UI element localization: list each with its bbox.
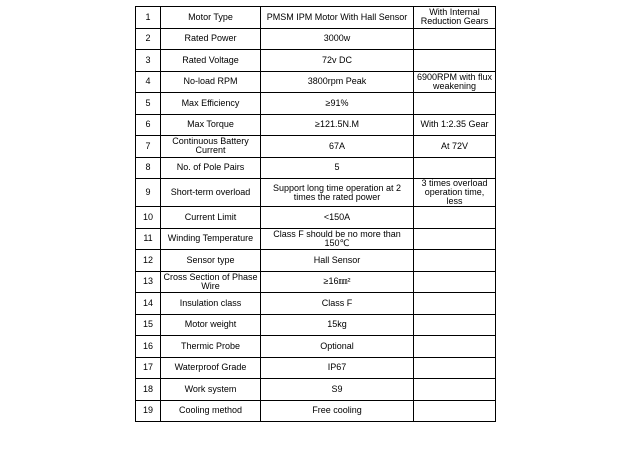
parameter-value-cell: ≥121.5N.M — [261, 114, 414, 136]
spec-table-body — [136, 7, 496, 422]
parameter-name-cell: No-load RPM — [161, 71, 261, 93]
parameter-name-cell: Waterproof Grade — [161, 357, 261, 379]
row-number-cell: 4 — [136, 71, 161, 93]
remark-cell — [414, 336, 496, 358]
parameter-name-cell: Sensor type — [161, 250, 261, 272]
remark-cell — [414, 28, 496, 50]
table-row — [136, 50, 496, 72]
row-number-cell: 15 — [136, 314, 161, 336]
parameter-value-cell: Class F — [261, 293, 414, 315]
parameter-name-cell: Work system — [161, 379, 261, 401]
parameter-value-cell: 5 — [261, 157, 414, 179]
remark-cell: With 1:2.35 Gear — [414, 114, 496, 136]
table-row — [136, 71, 496, 93]
table-row — [136, 336, 496, 358]
row-number-cell: 11 — [136, 228, 161, 250]
table-row — [136, 114, 496, 136]
parameter-name-cell: Insulation class — [161, 293, 261, 315]
remark-cell: 3 times overload operation time, less — [414, 179, 496, 207]
parameter-name-cell: Winding Temperature — [161, 228, 261, 250]
parameter-value-cell: 72v DC — [261, 50, 414, 72]
remark-cell — [414, 50, 496, 72]
remark-cell — [414, 314, 496, 336]
table-row — [136, 7, 496, 29]
row-number-cell: 10 — [136, 207, 161, 229]
table-row — [136, 179, 496, 207]
parameter-value-cell: 3800rpm Peak — [261, 71, 414, 93]
parameter-value-cell: ≥16㎜² — [261, 271, 414, 293]
remark-cell — [414, 293, 496, 315]
parameter-name-cell: No. of Pole Pairs — [161, 157, 261, 179]
parameter-value-cell: IP67 — [261, 357, 414, 379]
parameter-value-cell: Optional — [261, 336, 414, 358]
row-number-cell: 14 — [136, 293, 161, 315]
row-number-cell: 17 — [136, 357, 161, 379]
table-row — [136, 28, 496, 50]
table-row — [136, 293, 496, 315]
parameter-value-cell: <150A — [261, 207, 414, 229]
parameter-value-cell: 3000w — [261, 28, 414, 50]
row-number-cell: 7 — [136, 136, 161, 158]
remark-cell: At 72V — [414, 136, 496, 158]
parameter-name-cell: Rated Power — [161, 28, 261, 50]
row-number-cell: 5 — [136, 93, 161, 115]
table-row — [136, 207, 496, 229]
parameter-name-cell: Max Torque — [161, 114, 261, 136]
remark-cell — [414, 271, 496, 293]
table-row — [136, 379, 496, 401]
remark-cell: With Internal Reduction Gears — [414, 7, 496, 29]
parameter-value-cell: Support long time operation at 2 times the rated power — [261, 179, 414, 207]
table-row — [136, 400, 496, 422]
table-row — [136, 271, 496, 293]
row-number-cell: 2 — [136, 28, 161, 50]
parameter-value-cell: 67A — [261, 136, 414, 158]
parameter-name-cell: Short-term overload — [161, 179, 261, 207]
motor-spec-table — [135, 6, 496, 422]
parameter-value-cell: PMSM IPM Motor With Hall Sensor — [261, 7, 414, 29]
table-row — [136, 228, 496, 250]
remark-cell — [414, 228, 496, 250]
table-row — [136, 250, 496, 272]
row-number-cell: 12 — [136, 250, 161, 272]
parameter-name-cell: Cross Section of Phase Wire — [161, 271, 261, 293]
parameter-value-cell: Free cooling — [261, 400, 414, 422]
remark-cell — [414, 400, 496, 422]
remark-cell: 6900RPM with flux weakening — [414, 71, 496, 93]
parameter-name-cell: Motor weight — [161, 314, 261, 336]
parameter-value-cell: Hall Sensor — [261, 250, 414, 272]
row-number-cell: 3 — [136, 50, 161, 72]
row-number-cell: 18 — [136, 379, 161, 401]
row-number-cell: 8 — [136, 157, 161, 179]
parameter-value-cell: 15kg — [261, 314, 414, 336]
remark-cell — [414, 157, 496, 179]
parameter-name-cell: Max Efficiency — [161, 93, 261, 115]
parameter-name-cell: Thermic Probe — [161, 336, 261, 358]
table-row — [136, 314, 496, 336]
parameter-name-cell: Motor Type — [161, 7, 261, 29]
remark-cell — [414, 379, 496, 401]
table-row — [136, 157, 496, 179]
parameter-name-cell: Cooling method — [161, 400, 261, 422]
table-row — [136, 357, 496, 379]
row-number-cell: 16 — [136, 336, 161, 358]
row-number-cell: 13 — [136, 271, 161, 293]
parameter-name-cell: Current Limit — [161, 207, 261, 229]
remark-cell — [414, 93, 496, 115]
row-number-cell: 6 — [136, 114, 161, 136]
parameter-value-cell: Class F should be no more than 150℃ — [261, 228, 414, 250]
remark-cell — [414, 357, 496, 379]
row-number-cell: 19 — [136, 400, 161, 422]
parameter-value-cell: ≥91% — [261, 93, 414, 115]
row-number-cell: 1 — [136, 7, 161, 29]
table-row — [136, 93, 496, 115]
row-number-cell: 9 — [136, 179, 161, 207]
parameter-value-cell: S9 — [261, 379, 414, 401]
remark-cell — [414, 250, 496, 272]
table-row — [136, 136, 496, 158]
parameter-name-cell: Continuous Battery Current — [161, 136, 261, 158]
parameter-name-cell: Rated Voltage — [161, 50, 261, 72]
remark-cell — [414, 207, 496, 229]
